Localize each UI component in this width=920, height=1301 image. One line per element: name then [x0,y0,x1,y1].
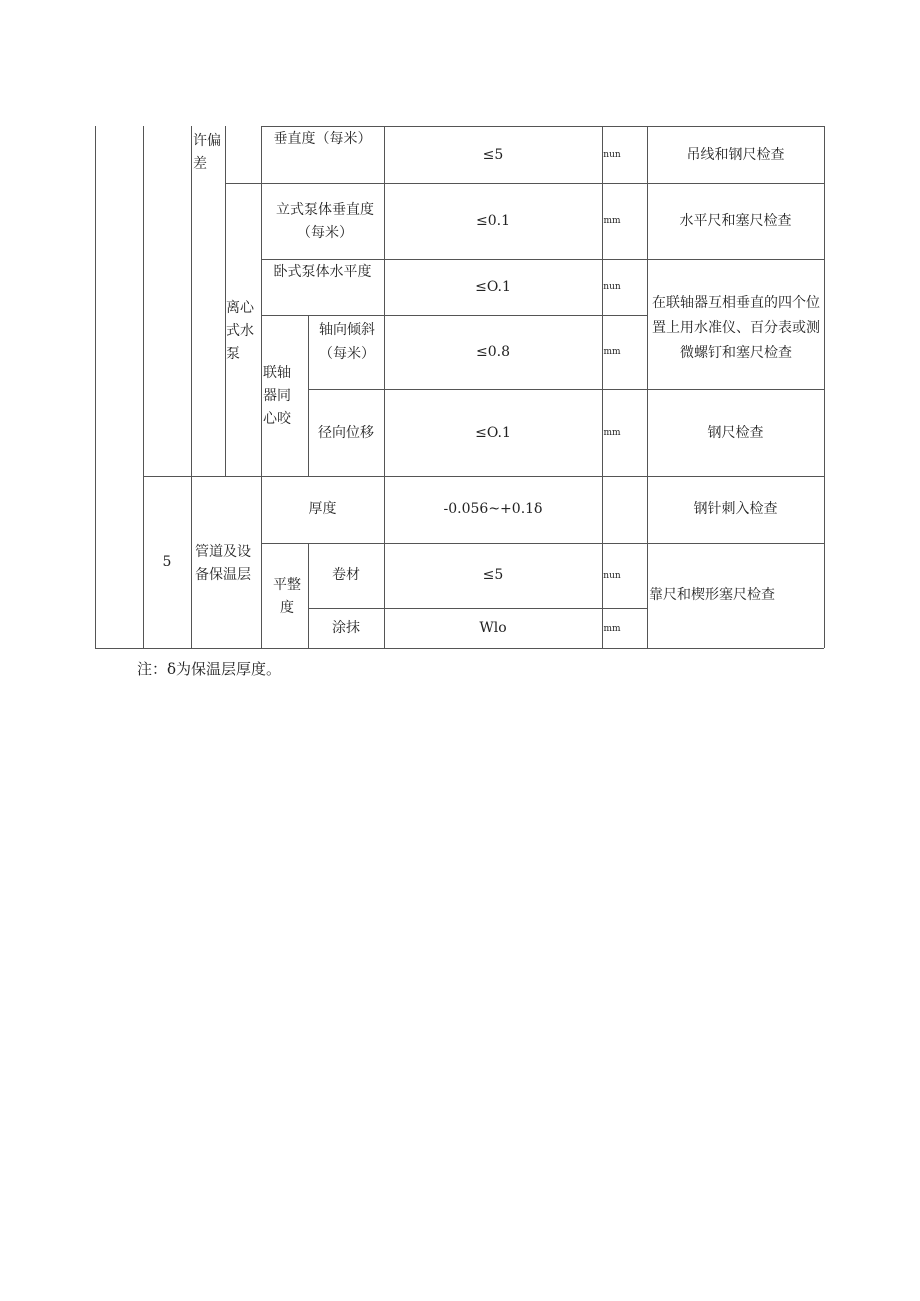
table-divider [647,126,648,648]
item-cell: 径向位移 [318,425,374,441]
table-rule [308,608,647,609]
table-rule [143,476,824,477]
insulation-layer-label: 管道及设备保温层 [195,544,251,583]
item-cell: 卧式泵体水平度 [273,264,372,280]
unit-cell: nun [603,282,621,292]
method-cell: 水平尺和塞尺检查 [679,213,792,229]
unit-cell: mm [603,216,621,226]
table-border-left [95,126,96,648]
centrifugal-pump-label: 离心式水泵 [226,300,254,362]
table-divider [308,315,309,476]
value-cell: -0.056~+0.1δ [443,501,543,517]
unit-cell: nun [603,571,621,581]
table-rule [261,543,824,544]
unit-cell: mm [603,347,621,357]
value-cell: ≤0.8 [476,344,510,360]
allowable-deviation-label: 许偏差 [193,133,221,172]
unit-cell: mm [603,428,621,438]
method-cell: 吊线和钢尺检查 [686,147,785,163]
value-cell: ≤5 [482,567,504,583]
unit-cell: mm [603,624,621,634]
method-merged-flat: 靠尺和楔形塞尺检查 [649,587,775,603]
table-rule [261,315,647,316]
table-rule [261,259,824,260]
item-cell: 厚度 [308,501,337,517]
item-cell: 轴向倾斜（每米） [319,322,375,362]
value-cell: ≤O.1 [475,425,511,441]
table-rule [308,389,824,390]
coupling-concentricity-label: 联轴器同心咬 [263,365,291,427]
value-cell: ≤0.1 [476,213,510,229]
item-cell: 垂直度（每米） [273,131,372,147]
method-cell: 钢尺检查 [707,425,764,441]
item-cell: 立式泵体垂直度（每米） [276,202,374,241]
value-cell: ≤O.1 [475,279,511,295]
method-cell: 钢针刺入检查 [693,501,778,517]
table-divider [261,126,262,648]
value-cell: ≤5 [482,147,504,163]
table-border-bottom [95,648,824,649]
value-cell: Wlo [479,620,507,636]
item-cell: 卷材 [332,567,360,583]
table-border-top [261,126,824,127]
item-number: 5 [162,554,172,570]
table-border-right [824,126,825,648]
method-merged-coupling: 在联轴器互相垂直的四个位置上用水准仪、百分表或测微螺钉和塞尺检查 [652,295,820,361]
unit-cell: nun [603,150,621,160]
flatness-label: 平整度 [273,577,301,616]
table-rule [225,183,824,184]
footnote: 注：δ为保温层厚度。 [137,660,282,678]
table-divider [191,126,192,648]
item-cell: 涂抹 [332,620,360,636]
